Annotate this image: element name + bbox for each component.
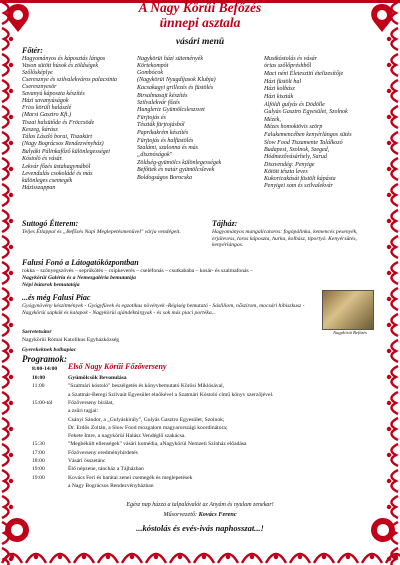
tajhaz-text: Hagyományos mangalicatoros: fogópálinka, kemencés pesenyék, erjálevess, toros káposzta, hurka, kolbász, tiportyó. Kenyérsütés, kenyérlángos. (212, 229, 358, 249)
footer-host-label: Műsorvezető: (163, 511, 198, 518)
program-time: 8:00-14:00 (32, 366, 58, 372)
middle-item: Gombócok (137, 70, 163, 76)
fotel-item: Keszeg, kárász (22, 127, 58, 133)
right-item: Mustkóstolás és vásár (264, 56, 317, 62)
right-item: Slow Food Tiszamente Találkozó (264, 140, 343, 146)
middle-item: Birsalmasajt készítés (137, 93, 188, 99)
fotel-item: Kóstoló és vásár. (22, 156, 63, 162)
fotel-item: Bulyáki Pálinkafőző különlegességei (22, 149, 110, 155)
right-item: Házi füstölt hal (264, 79, 302, 85)
middle-item: (Nagykörüi Nyugdíjasok Klubja) (137, 77, 216, 83)
middle-item: Fürjtojás és halfüstölés (137, 138, 194, 144)
right-item: Budapest, Szolnok, Szeged, (264, 147, 330, 153)
fotel-item: Friss körüli halászlé (22, 105, 72, 111)
falusi-heading: Falusi Fonó a Látogatóközpontban (22, 258, 139, 267)
right-list (264, 56, 380, 190)
left-folk-border (0, 0, 18, 565)
footer-line3: ...kóstolás és evés-ivás naphosszat...! (136, 523, 264, 533)
falusi-line2: Nagykörüi Galéria és a Nemezgaléria bemutatója (22, 275, 136, 281)
fotel-item: Cseresznyesör (22, 84, 57, 90)
program-time: 11:00 (32, 383, 45, 390)
poster-title-line2: ünnepi asztala (159, 15, 241, 30)
fotel-item: Cseresznye és szilvalekváros palacsinta (22, 77, 118, 83)
program-desc: a zsűri tagjai: (68, 408, 99, 415)
fotel-item: (Nagy Bográcsos Rendezvényház) (22, 141, 104, 147)
fotel-item: Vason sütött húsok és zöldségek (22, 63, 98, 69)
footer-host-name: Kovács Ferenc (198, 511, 237, 518)
program-desc: Gyümölcsök Bevonulása (68, 375, 127, 381)
program-time: 17:00 (32, 449, 45, 456)
program-desc: Élő népzene, táncház a Tájházban (68, 466, 144, 473)
fotel-item: Savanyú káposzta készítés (22, 91, 85, 97)
footer-line1: Egész nap húzza a talpalávalót az Anyám és nyulam zenekar! (126, 502, 274, 508)
middle-item: Körtekompót (137, 63, 169, 69)
right-item: Penyigei som és szilvalekvár (264, 183, 333, 189)
program-desc: Első Nagy Körűi Főzőverseny (68, 362, 167, 371)
falusi-line3: Népi bútorok bemutatója (22, 282, 80, 288)
program-desc: Vásári összetánc (68, 458, 106, 464)
right-item: Kötött tészta leves (264, 169, 308, 175)
fotel-list (22, 56, 140, 192)
right-item: Mézek, (264, 117, 281, 123)
middle-item: Nagykörüi házi süteményék (137, 56, 203, 62)
szeretetsator-text: Nagykörüi Római Katolikus Egyházközség (22, 337, 120, 343)
middle-item: Kacsakagyi grillezés és füstölés (137, 85, 214, 91)
photo-caption: Nagykörüi Befőzés (333, 330, 367, 335)
program-time: 19:00 (32, 466, 45, 473)
programok-heading: Programok: (22, 354, 67, 364)
middle-item: Paprikakrém készítés (137, 130, 189, 136)
right-item: Falukemencében kenyérlángos sütés (264, 132, 352, 138)
right-item: Házi kolbász (264, 86, 295, 92)
program-desc: Kovács Feri és barátai zenei csemegék és meglepetések (68, 474, 193, 481)
middle-item: Szilvalekvár főzés (137, 100, 180, 106)
fotel-item: különleges csemegék (22, 178, 73, 184)
right-item: Alföldi gulyás és Dödölle (264, 102, 325, 108)
middle-item: Zöldség-gyümölcs különlegességek (137, 160, 222, 166)
fotel-item: (Marsi Gasztro Kft.) (22, 112, 71, 118)
fotel-item: Szőlősképlye (22, 70, 53, 76)
right-folk-border (382, 0, 400, 565)
fotel-item: Tálas László borai, Tiszakürt (22, 134, 93, 140)
program-desc: Dr. Erdős Zoltán, a Slow Food mozgalom magyarországi koordinátora; (68, 424, 228, 431)
program-desc: Fekete Imre, a nagykörüi Halász Vendéglő szakácsa. (68, 433, 186, 440)
fotel-item: Házisszappan (22, 185, 56, 191)
program-time: 10:00 (32, 375, 46, 381)
right-item: Kukoricakását füstölt kápásta (264, 176, 336, 182)
middle-list (137, 56, 257, 182)
program-time: 19:00 (32, 474, 45, 481)
tajhaz-heading: Tájház: (212, 219, 238, 228)
fotel-item: Tiszai halsütőde és Fröccsöde (22, 120, 95, 126)
program-desc: Főzőverseny bírálat, (68, 399, 114, 406)
piac-heading: ...és még Falusi Piac (22, 293, 91, 302)
middle-item: Tészták fürjtojásból (137, 122, 185, 128)
fotel-item: Levendulás csokoládé és más (22, 171, 93, 177)
suttogo-text: Teljes Étlappal és „Befőzés Napi Meglepetésmenüvel" várja vendégeit. (22, 229, 181, 235)
content-area (22, 0, 378, 565)
program-time: 18:00 (32, 458, 45, 464)
fotel-item: Lekvár főzés üstahagymából (22, 164, 91, 170)
right-column (264, 55, 380, 190)
gyerek-bolhapiac: Gyerekeknek bolhapiac (22, 347, 77, 353)
middle-item: Boldogságos Borocska (137, 175, 192, 181)
right-item: órias szőlőpréshből (264, 63, 312, 69)
fotel-item: Házi savanyúságok (22, 98, 69, 104)
program-desc: a Nagy Bográcsos Rendezvényházban (68, 482, 154, 489)
event-photo (322, 290, 374, 330)
program-desc: Főzőverseny eredményhirdetés (68, 449, 138, 456)
program-desc: "Megbékült ellenségek" vásári komédia, aNagykörüi Nemzeti Színház előadása (68, 441, 247, 448)
fotel-heading: Főtér: (22, 46, 43, 55)
suttogo-heading: Suttogó Étterem: (22, 219, 79, 228)
program-desc: Csányi Sándor, a „Gulyáskirály", Gulyás Gasztro Egyesület, Szolnok; (68, 416, 225, 423)
middle-item: Hungleriz Gyümölcsleszsvet (137, 107, 205, 113)
right-item: Maci néni Életesztití ételizesítője (264, 71, 344, 77)
right-item: Házi kiszták (264, 94, 294, 100)
middle-item: Befőttek és natúr gyümölcslevek (137, 167, 215, 173)
piac-text: Gyógynövény készítmények - Gyógyfüvek és egzotikus növények -Régiség bemutató - Sásliliom, nőszirom, mocsári hibiszkusz - Nagykörüi sapkák és kalapok - Nagykörüi ajándéktárgyak - és sok más piaci portéka... (22, 303, 305, 316)
program-desc: a Szatmár-Beregi Szilvaút Egyesület elnökével a Szatmári Kóstoló című könyv szerzőjével. (68, 391, 274, 398)
right-item: Diszvendég: Penyige (264, 162, 315, 168)
middle-item: Fürjtojás és (137, 115, 166, 121)
poster-title-line1: A Nagy Körűi Befőzés (138, 0, 262, 15)
fotel-item: Hagyományos és káposztás lángos (22, 56, 106, 62)
program-time: 15:30 (32, 441, 45, 448)
middle-item: Szalámi, szalonna és más (137, 145, 199, 151)
footer-line2 (22, 512, 378, 519)
middle-column (137, 55, 257, 182)
right-item: Mézes homoktövis szörp (264, 124, 323, 130)
right-item: Gulyás Gasztro Egyesület, Szolnok (264, 109, 348, 115)
program-time: 15:00-tól (32, 399, 53, 406)
right-item: Hódmezővásárhely, Sarud (264, 154, 327, 160)
fotel-column (22, 46, 140, 192)
program-desc: "Szatmári kóstoló" beszélgetés és könyvbemutató Körösi Miklósával, (68, 383, 225, 390)
szeretetsator-label: Szeretetsátor (22, 329, 52, 335)
menu-subtitle: vásári menü (175, 37, 225, 47)
middle-item: „disznóságok" (137, 152, 173, 158)
falusi-line1: rokka – szőnyegszövés – seprűkötés – csipkeverés – cseléfonás – csutkababa – kosár- és szalmafonás – (22, 268, 253, 274)
